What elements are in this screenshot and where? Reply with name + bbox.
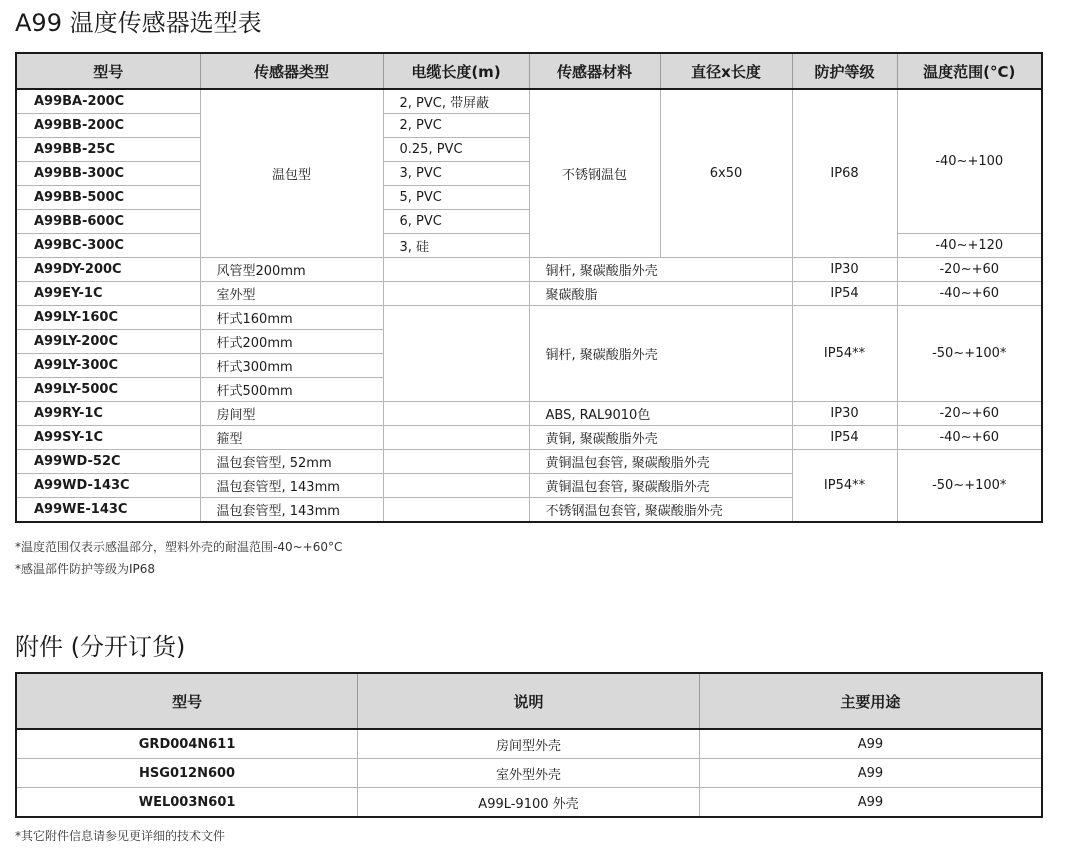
- page-title: A99 温度传感器选型表: [15, 9, 262, 37]
- description-cell: 房间型外壳: [358, 729, 700, 759]
- model-cell: A99LY-200C: [16, 330, 200, 354]
- material-cell: 黄铜温包套管, 聚碳酸脂外壳: [529, 450, 792, 474]
- cable-cell: [383, 402, 529, 426]
- material-cell: 黄铜, 聚碳酸脂外壳: [529, 426, 792, 450]
- temp-range-cell: -50~+100*: [897, 450, 1042, 523]
- protection-cell: IP54**: [792, 306, 897, 402]
- model-cell: A99LY-300C: [16, 354, 200, 378]
- model-cell: A99DY-200C: [16, 258, 200, 282]
- col-header-cable-length: 电缆长度(m): [383, 53, 529, 89]
- temp-range-cell: -40~+100: [897, 89, 1042, 234]
- table-row: [16, 788, 1042, 818]
- main-use-cell: A99: [699, 788, 1042, 818]
- table-row: [16, 426, 1042, 450]
- model-cell: WEL003N601: [16, 788, 358, 818]
- description-cell: A99L-9100 外壳: [358, 788, 700, 818]
- model-cell: GRD004N611: [16, 729, 358, 759]
- material-cell: ABS, RAL9010色: [529, 402, 792, 426]
- temp-range-cell: -40~+60: [897, 426, 1042, 450]
- sensor-type-cell: 温包型: [200, 89, 383, 258]
- table-row: [16, 759, 1042, 788]
- model-cell: A99LY-160C: [16, 306, 200, 330]
- sensor-type-cell: 温包套管型, 143mm: [200, 498, 383, 523]
- col-header-temp-range: 温度范围(°C): [897, 53, 1042, 89]
- model-cell: A99EY-1C: [16, 282, 200, 306]
- sensor-type-cell: 室外型: [200, 282, 383, 306]
- sensor-type-cell: 房间型: [200, 402, 383, 426]
- cable-cell: 5, PVC: [383, 186, 529, 210]
- cable-cell: [383, 258, 529, 282]
- model-cell: A99WE-143C: [16, 498, 200, 523]
- table-row: [16, 306, 1042, 330]
- col-header-description: 说明: [358, 673, 700, 729]
- sensor-type-cell: 温包套管型, 52mm: [200, 450, 383, 474]
- cable-cell: [383, 306, 529, 402]
- sensor-type-cell: 杆式300mm: [200, 354, 383, 378]
- model-cell: A99RY-1C: [16, 402, 200, 426]
- main-use-cell: A99: [699, 729, 1042, 759]
- protection-cell: IP54: [792, 426, 897, 450]
- model-cell: A99WD-143C: [16, 474, 200, 498]
- model-cell: A99SY-1C: [16, 426, 200, 450]
- table-row: [16, 450, 1042, 474]
- model-cell: A99BB-25C: [16, 138, 200, 162]
- col-header-main-use: 主要用途: [699, 673, 1042, 729]
- table-header-row: [16, 53, 1042, 89]
- cable-cell: [383, 474, 529, 498]
- model-cell: A99BB-200C: [16, 114, 200, 138]
- model-cell: A99BB-600C: [16, 210, 200, 234]
- cable-cell: 2, PVC: [383, 114, 529, 138]
- temp-range-cell: -20~+60: [897, 258, 1042, 282]
- table-row: [16, 258, 1042, 282]
- sensor-type-cell: 杆式160mm: [200, 306, 383, 330]
- main-use-cell: A99: [699, 759, 1042, 788]
- sensor-type-cell: 杆式200mm: [200, 330, 383, 354]
- table-row: [16, 89, 1042, 114]
- protection-cell: IP30: [792, 402, 897, 426]
- footnote-protection: *感温部件防护等级为IP68: [15, 562, 156, 576]
- protection-cell: IP54: [792, 282, 897, 306]
- col-header-model: 型号: [16, 53, 200, 89]
- temp-range-cell: -20~+60: [897, 402, 1042, 426]
- material-cell: 不锈钢温包套管, 聚碳酸脂外壳: [529, 498, 792, 523]
- model-cell: A99BA-200C: [16, 89, 200, 114]
- cable-cell: 6, PVC: [383, 210, 529, 234]
- model-cell: A99LY-500C: [16, 378, 200, 402]
- cable-cell: 2, PVC, 带屏蔽: [383, 89, 529, 114]
- size-cell: 6x50: [660, 89, 792, 258]
- accessories-table: [15, 672, 1043, 818]
- col-header-model: 型号: [16, 673, 358, 729]
- table-header-row: [16, 673, 1042, 729]
- model-cell: A99BC-300C: [16, 234, 200, 258]
- cable-cell: [383, 426, 529, 450]
- model-cell: A99BB-500C: [16, 186, 200, 210]
- table-row: [16, 402, 1042, 426]
- protection-cell: IP30: [792, 258, 897, 282]
- sensor-type-cell: 温包套管型, 143mm: [200, 474, 383, 498]
- protection-cell: IP54**: [792, 450, 897, 523]
- table-row: [16, 282, 1042, 306]
- cable-cell: 3, 硅: [383, 234, 529, 258]
- col-header-sensor-material: 传感器材料: [529, 53, 660, 89]
- accessories-title: 附件 (分开订货): [15, 633, 186, 661]
- footnote-accessories: *其它附件信息请参见更详细的技术文件: [15, 829, 226, 843]
- material-cell: 铜杆, 聚碳酸脂外壳: [529, 258, 792, 282]
- temp-range-cell: -40~+60: [897, 282, 1042, 306]
- temp-range-cell: -40~+120: [897, 234, 1042, 258]
- description-cell: 室外型外壳: [358, 759, 700, 788]
- material-cell: 黄铜温包套管, 聚碳酸脂外壳: [529, 474, 792, 498]
- col-header-sensor-type: 传感器类型: [200, 53, 383, 89]
- model-cell: A99WD-52C: [16, 450, 200, 474]
- cable-cell: [383, 498, 529, 523]
- selection-table: [15, 52, 1043, 523]
- cable-cell: 0.25, PVC: [383, 138, 529, 162]
- material-cell: 不锈钢温包: [529, 89, 660, 258]
- model-cell: HSG012N600: [16, 759, 358, 788]
- footnote-temp-range: *温度范围仅表示感温部分，塑料外壳的耐温范围-40~+60°C: [15, 540, 343, 554]
- cable-cell: 3, PVC: [383, 162, 529, 186]
- material-cell: 铜杆, 聚碳酸脂外壳: [529, 306, 792, 402]
- model-cell: A99BB-300C: [16, 162, 200, 186]
- col-header-protection: 防护等级: [792, 53, 897, 89]
- table-row: [16, 729, 1042, 759]
- sensor-type-cell: 箍型: [200, 426, 383, 450]
- material-cell: 聚碳酸脂: [529, 282, 792, 306]
- cable-cell: [383, 450, 529, 474]
- sensor-type-cell: 风管型200mm: [200, 258, 383, 282]
- cable-cell: [383, 282, 529, 306]
- col-header-diameter-length: 直径x长度: [660, 53, 792, 89]
- sensor-type-cell: 杆式500mm: [200, 378, 383, 402]
- protection-cell: IP68: [792, 89, 897, 258]
- temp-range-cell: -50~+100*: [897, 306, 1042, 402]
